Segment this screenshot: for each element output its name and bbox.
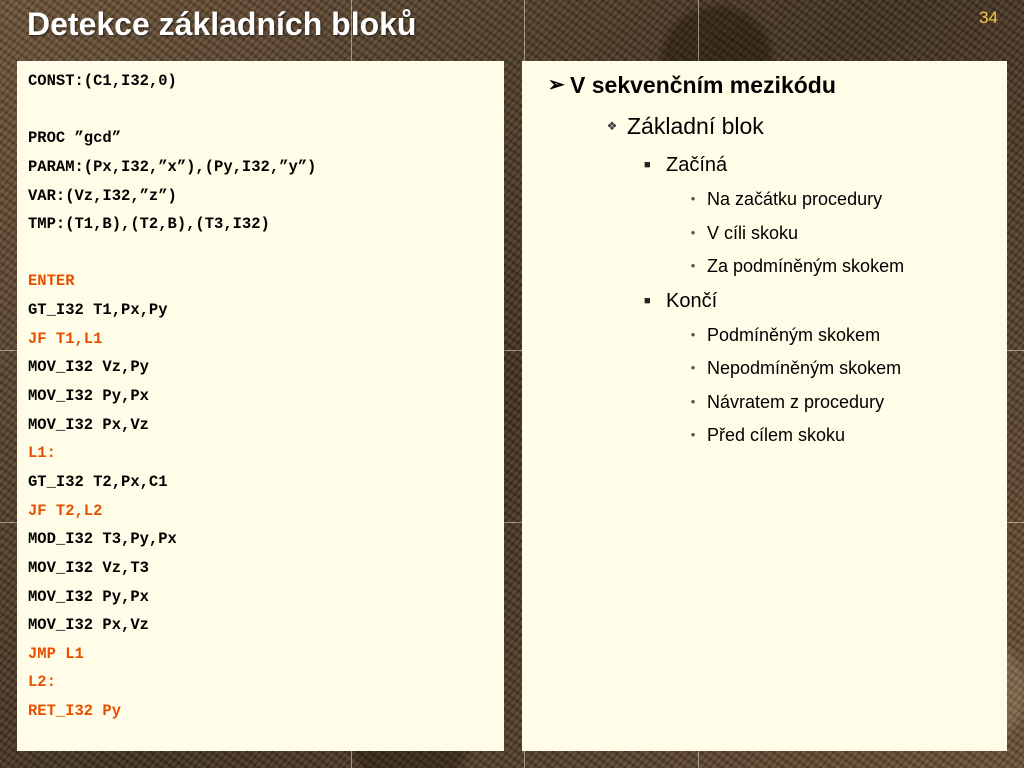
outline-item-text: Podmíněným skokem: [707, 324, 881, 345]
outline-item-level-4: [548, 253, 1007, 287]
outline-item-level-4: [548, 186, 1007, 220]
bullet-icon: ■: [644, 294, 651, 307]
outline-item-text: Nepodmíněným skokem: [707, 358, 902, 378]
code-line: MOD_I32 T3,Py,Px: [28, 530, 177, 549]
bullet-icon: •: [690, 427, 696, 442]
outline-item-level-4: [548, 355, 1007, 389]
bullet-icon: •: [690, 393, 696, 409]
code-line: JF T2,L2: [28, 501, 103, 520]
code-line: GT_I32 T2,Px,C1: [28, 472, 168, 491]
code-line: GT_I32 T1,Px,Py: [28, 301, 168, 320]
outline-item-text: Na začátku procedury: [707, 189, 883, 209]
outline-panel: [522, 61, 1007, 751]
outline-item-level-4: [548, 422, 1007, 456]
bullet-icon: ■: [644, 159, 651, 171]
outline-item-text: Před cílem skoku: [707, 425, 846, 445]
bullet-icon: ❖: [606, 119, 618, 133]
code-line: MOV_I32 Vz,Py: [28, 358, 149, 377]
outline-item-level-1: [548, 69, 1007, 111]
code-line: CONST:(C1,I32,0): [28, 72, 177, 90]
code-line: MOV_I32 Vz,T3: [28, 558, 149, 577]
outline-item-text: Začíná: [666, 154, 728, 176]
code-line: PARAM:(Px,I32,”x”),(Py,I32,”y”): [28, 157, 317, 176]
bullet-icon: •: [690, 191, 696, 206]
outline-item-text: Návratem z procedury: [707, 391, 885, 412]
bullet-icon: •: [690, 360, 696, 375]
bullet-icon: •: [690, 224, 696, 240]
outline-item-text: Základní blok: [627, 113, 764, 139]
outline-item-text: V sekvenčním mezikódu: [570, 72, 836, 98]
outline-item-text: Za podmíněným skokem: [707, 256, 905, 276]
outline-list: [548, 69, 1007, 456]
outline-item-level-2: [548, 111, 1007, 151]
code-line: MOV_I32 Py,Px: [28, 587, 149, 606]
code-line: L1:: [28, 444, 56, 463]
code-line: ENTER: [28, 272, 75, 291]
bullet-icon: ➢: [548, 74, 565, 96]
code-panel: [17, 61, 504, 751]
code-line: L2:: [28, 673, 56, 692]
outline-item-level-4: [548, 389, 1007, 423]
slide-title: Detekce základních bloků: [27, 6, 417, 42]
code-line: RET_I32 Py: [28, 702, 122, 721]
code-line: MOV_I32 Px,Vz: [28, 415, 149, 434]
code-line: MOV_I32 Py,Px: [28, 387, 149, 406]
code-listing: [28, 67, 504, 726]
code-line: TMP:(T1,B),(T2,B),(T3,I32): [28, 215, 270, 234]
outline-item-level-3: [548, 151, 1007, 186]
bullet-icon: •: [690, 326, 696, 342]
outline-item-text: V cíli skoku: [707, 222, 799, 243]
code-line: JF T1,L1: [28, 329, 103, 348]
code-line: JMP L1: [28, 644, 84, 663]
outline-item-level-4: [548, 220, 1007, 254]
page-number: 34: [979, 8, 998, 27]
outline-item-level-3: [548, 287, 1007, 322]
outline-item-level-4: [548, 322, 1007, 356]
outline-item-text: Končí: [666, 289, 718, 312]
code-line: PROC ”gcd”: [28, 129, 122, 148]
bullet-icon: •: [690, 258, 696, 273]
code-line: MOV_I32 Px,Vz: [28, 616, 149, 635]
code-line: [28, 96, 504, 125]
code-line: [28, 239, 504, 268]
code-line: VAR:(Vz,I32,”z”): [28, 186, 177, 205]
